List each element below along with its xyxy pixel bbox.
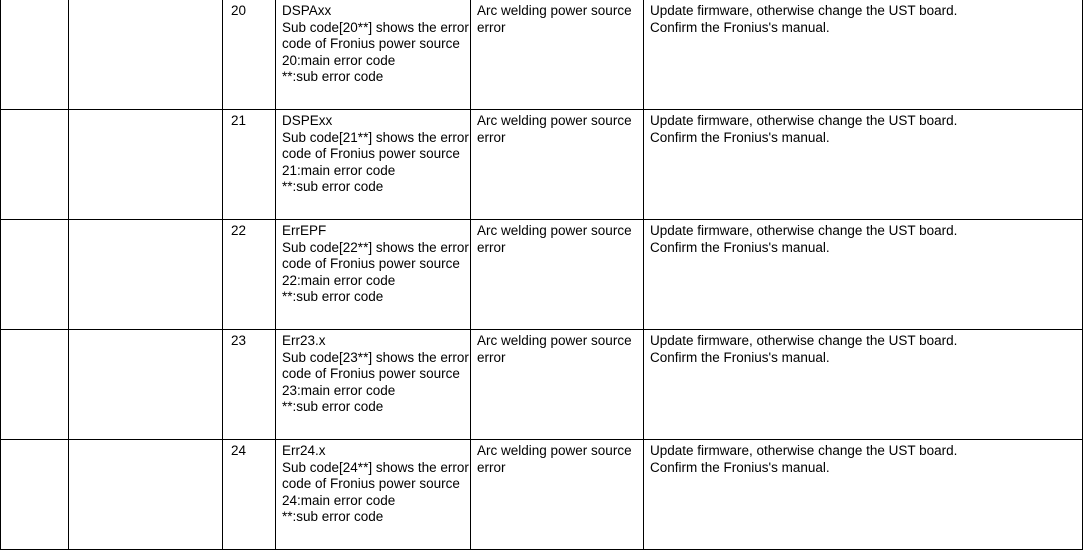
action-line: Confirm the Fronius's manual. <box>650 349 830 365</box>
error-number: 23 <box>223 330 276 440</box>
error-description-cell <box>276 110 471 220</box>
error-detail: Sub code[23**] shows the error code of Fronius power source <box>282 349 469 382</box>
sub-code-note: **:sub error code <box>282 179 384 195</box>
error-description-cell <box>276 0 471 110</box>
sub-code-note: **:sub error code <box>282 399 384 415</box>
cause-text: Arc welding power source error <box>477 3 632 35</box>
blank-cell <box>1 440 69 550</box>
main-code-note: 23:main error code <box>282 382 396 398</box>
error-name: DSPExx <box>282 113 333 128</box>
action-line: Update firmware, otherwise change the UST board. <box>650 113 958 128</box>
main-code-note: 22:main error code <box>282 272 396 288</box>
action-line: Confirm the Fronius's manual. <box>650 129 830 145</box>
error-cause <box>471 440 644 550</box>
error-description-cell <box>276 330 471 440</box>
cause-text: Arc welding power source error <box>477 113 632 145</box>
table-row <box>1 0 1083 110</box>
blank-cell <box>69 220 223 330</box>
error-description-cell <box>276 440 471 550</box>
error-number: 20 <box>223 0 276 110</box>
error-action-cell <box>644 110 1083 220</box>
table-row <box>1 220 1083 330</box>
blank-cell <box>1 220 69 330</box>
error-detail: Sub code[21**] shows the error code of Fronius power source <box>282 129 469 162</box>
error-detail: Sub code[22**] shows the error code of Fronius power source <box>282 239 469 272</box>
error-action-cell <box>644 0 1083 110</box>
main-code-note: 20:main error code <box>282 52 396 68</box>
error-number: 21 <box>223 110 276 220</box>
cause-text: Arc welding power source error <box>477 223 632 255</box>
blank-cell <box>1 330 69 440</box>
action-line: Update firmware, otherwise change the UST board. <box>650 3 958 18</box>
error-name: ErrEPF <box>282 223 327 238</box>
blank-cell <box>1 110 69 220</box>
sub-code-note: **:sub error code <box>282 289 384 305</box>
error-action-cell <box>644 330 1083 440</box>
main-code-note: 21:main error code <box>282 162 396 178</box>
sub-code-note: **:sub error code <box>282 69 384 85</box>
error-name: DSPAxx <box>282 3 332 18</box>
error-action-cell <box>644 440 1083 550</box>
error-cause <box>471 330 644 440</box>
action-line: Confirm the Fronius's manual. <box>650 459 830 475</box>
cause-text: Arc welding power source error <box>477 443 632 475</box>
error-description-cell <box>276 220 471 330</box>
action-line: Update firmware, otherwise change the UST board. <box>650 223 958 238</box>
error-detail: Sub code[24**] shows the error code of Fronius power source <box>282 459 469 492</box>
table-row <box>1 330 1083 440</box>
error-cause <box>471 110 644 220</box>
blank-cell <box>69 0 223 110</box>
action-line: Update firmware, otherwise change the UST board. <box>650 443 958 458</box>
error-action-cell <box>644 220 1083 330</box>
table-row <box>1 110 1083 220</box>
action-line: Confirm the Fronius's manual. <box>650 239 830 255</box>
table-row <box>1 440 1083 550</box>
action-line: Update firmware, otherwise change the UST board. <box>650 333 958 348</box>
sub-code-note: **:sub error code <box>282 509 384 525</box>
main-code-note: 24:main error code <box>282 492 396 508</box>
action-line: Confirm the Fronius's manual. <box>650 19 830 35</box>
error-name: Err23.x <box>282 333 326 348</box>
blank-cell <box>69 330 223 440</box>
error-cause <box>471 220 644 330</box>
error-cause <box>471 0 644 110</box>
error-number: 24 <box>223 440 276 550</box>
error-number: 22 <box>223 220 276 330</box>
blank-cell <box>1 0 69 110</box>
blank-cell <box>69 440 223 550</box>
blank-cell <box>69 110 223 220</box>
error-detail: Sub code[20**] shows the error code of Fronius power source <box>282 19 469 52</box>
cause-text: Arc welding power source error <box>477 333 632 365</box>
error-name: Err24.x <box>282 443 326 458</box>
